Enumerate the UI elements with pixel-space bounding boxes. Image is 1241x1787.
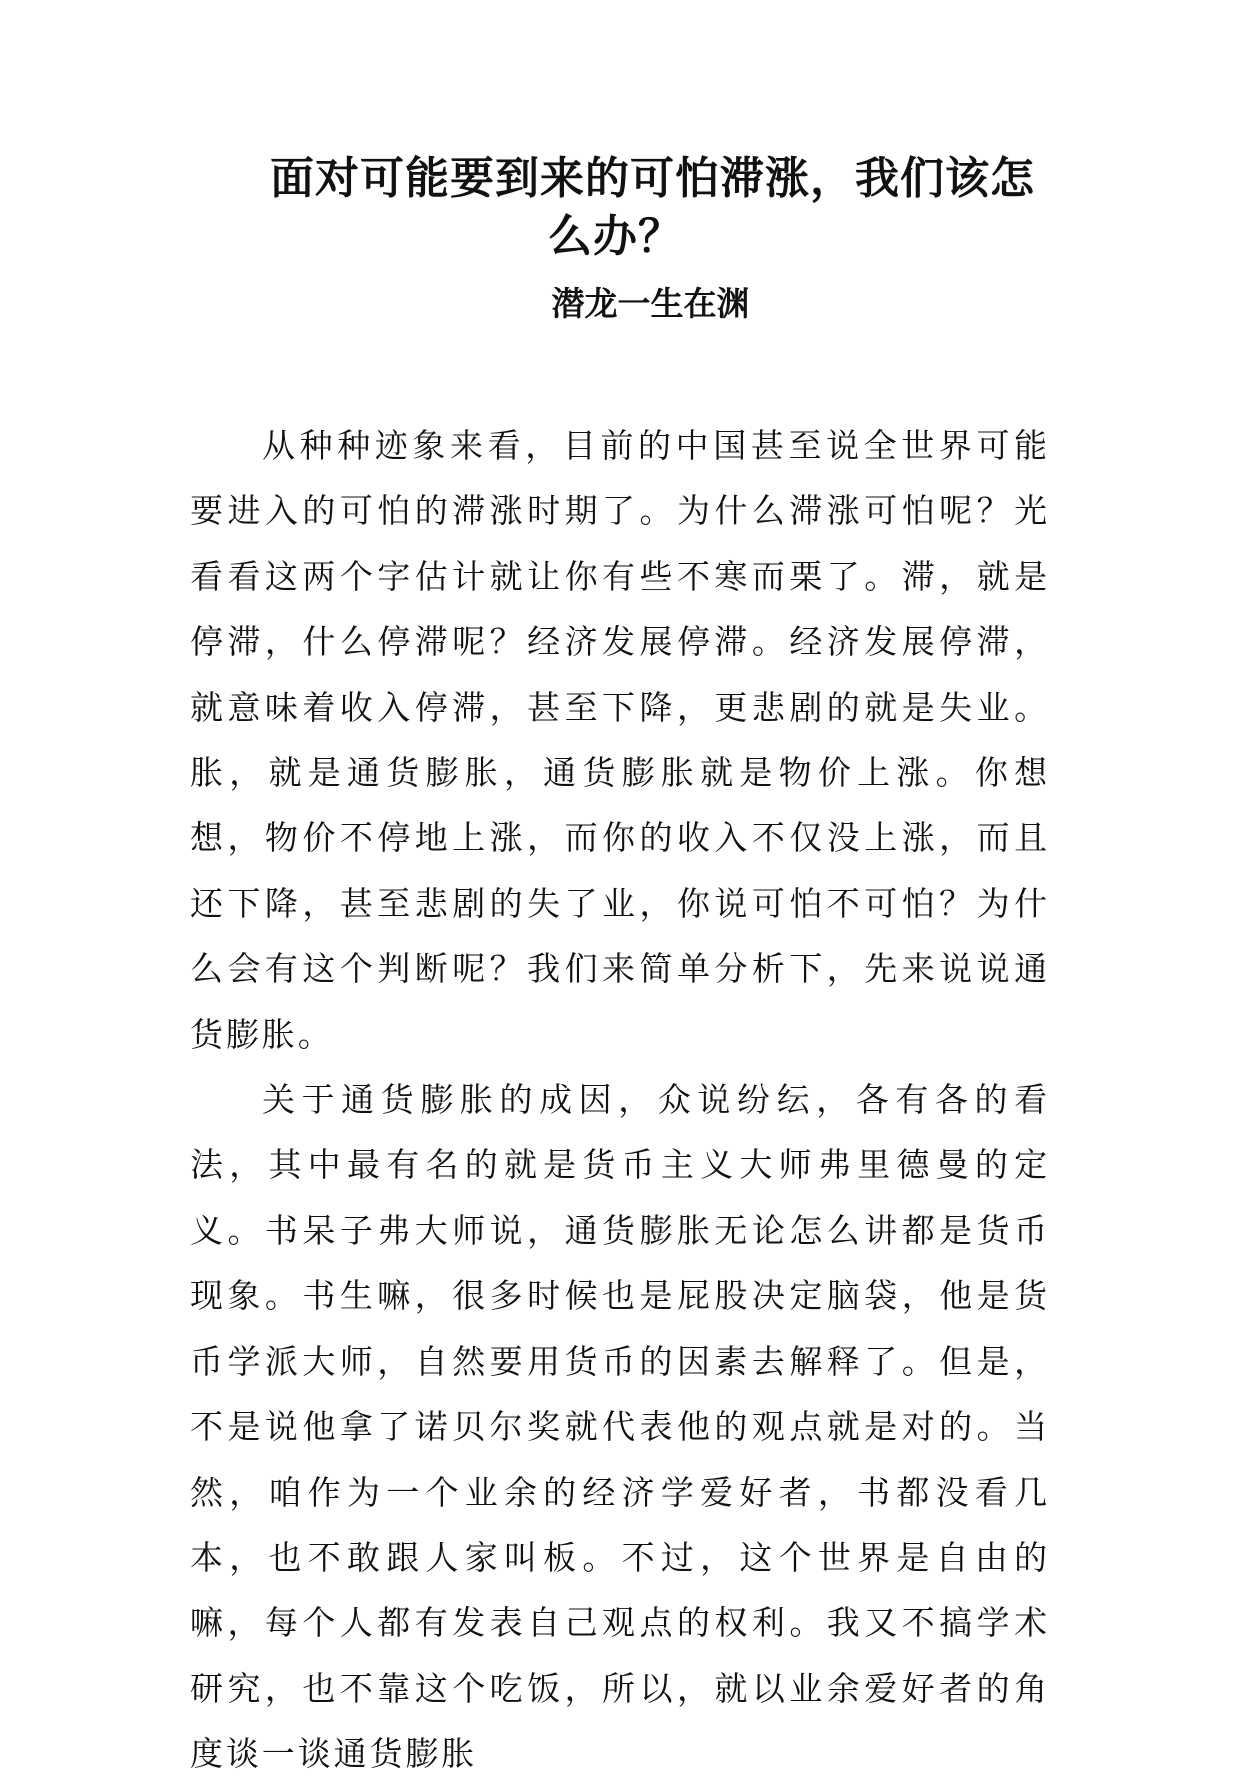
title-line-1: 面对可能要到来的可怕滞涨，我们该怎	[270, 153, 1035, 204]
title-line-2: 么办？	[548, 211, 683, 262]
paragraph-1: 从种种迹象来看，目前的中国甚至说全世界可能要进入的可怕的滞涨时期了。为什么滞涨可怕呢？光看看这两个字估计就让你有些不寒而栗了。滞，就是停滞，什么停滞呢？经济发展停滞。经济发展停滞，就意味着收入停滞，甚至下降，更悲剧的就是失业。胀，就是通货膨胀，通货膨胀就是物价上涨。你想想，物价不停地上涨，而你的收入不仅没上涨，而且还下降，甚至悲剧的失了业，你说可怕不可怕？为什么会有这个判断呢？我们来简单分析下，先来说说通货膨胀。	[190, 426, 1050, 1054]
document-title	[270, 150, 1070, 266]
paragraph-2: 关于通货膨胀的成因，众说纷纭，各有各的看法，其中最有名的就是货币主义大师弗里德曼的定义。书呆子弗大师说，通货膨胀无论怎么讲都是货币现象。书生嘛，很多时候也是屁股决定脑袋，他是货币学派大师，自然要用货币的因素去解释了。但是，不是说他拿了诺贝尔奖就代表他的观点就是对的。当然，咱作为一个业余的经济学爱好者，书都没看几本，也不敢跟人家叫板。不过，这个世界是自由的嘛，每个人都有发表自己观点的权利。我又不搞学术研究，也不靠这个吃饭，所以，就以业余爱好者的角度谈一谈通货膨胀	[190, 1080, 1050, 1774]
article-body	[190, 413, 1050, 1787]
author-name: 潜龙一生在渊	[551, 284, 750, 323]
